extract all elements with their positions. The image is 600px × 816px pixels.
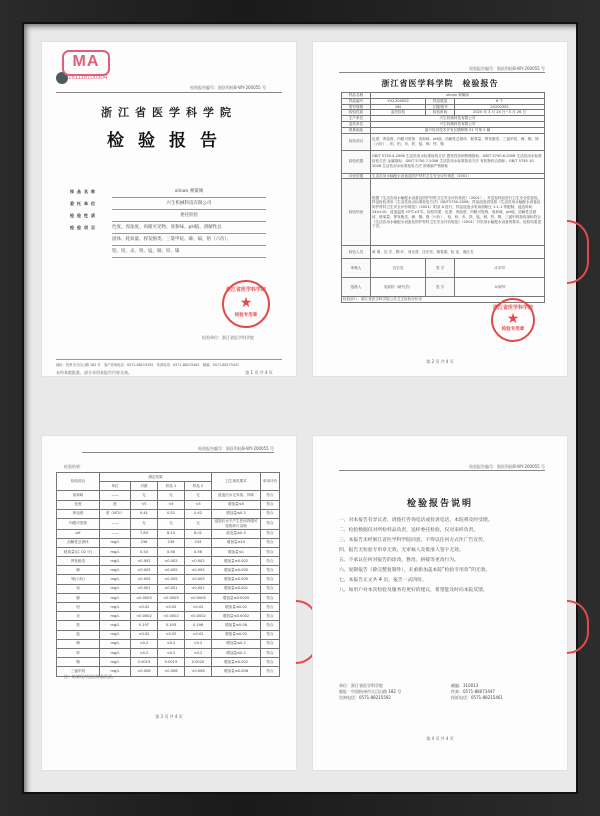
col-header: 检验项目 [57,473,100,491]
table-cell: 铬(六价) [57,575,100,584]
star-icon: ★ [239,295,253,312]
table-cell: pH [57,529,100,538]
results-table [56,472,280,677]
cell-label: 签 字 [426,278,455,297]
table-cell: 0.56 [184,547,211,556]
table-cell: 铜 [57,639,100,648]
table-cell: 增加量≤0.002 [212,557,261,566]
cell-value: 20200302 [455,104,545,110]
table-cell: 铁 [57,621,100,630]
table-cell: 增加量≤1 [212,547,261,556]
table-cell: 增加量≤0.005 [212,575,261,584]
report-number: 检验报告编号：浙医科检B-WY-200055 号 [469,464,545,469]
table-cell: <5 [130,500,157,509]
page-number: 第 1 页 共 4 页 [245,370,273,375]
table-cell: <0.02 [157,630,184,639]
table-cell: 239 [157,538,184,547]
seal-text: 检验专用章 [234,313,258,318]
table-row [57,593,280,602]
info-row [70,186,266,198]
header-divider [339,72,545,73]
table-cell: <0.001 [184,584,211,593]
table-cell: <0.005 [157,566,184,575]
cell-label: 生产单位 [342,116,371,122]
contact-right [451,683,503,701]
table-cell: 增加量≤0.005 [212,566,261,575]
table-cell: 增加量≤0.02 [212,630,261,639]
table-cell: <0.02 [184,630,211,639]
table-cell: <0.2 [157,648,184,657]
table-cell: 增加量≤0.2 [212,509,261,518]
table-cell: 符合 [261,509,280,518]
table-cell: <0.002 [130,557,157,566]
table-row [342,150,545,173]
note-item: 四、报告无检验专用章无效，无审核人及批准人签字无效。 [339,548,464,553]
cell-label: 样品编号 [342,98,371,104]
official-seal [491,298,535,342]
page-number: 第 4 页 共 4 页 [426,736,454,741]
cell-label: 检验结论 [342,179,371,246]
table-cell: 符合 [261,621,280,630]
table-cell: <0.006 [184,667,211,676]
table-cell: 8.14 [157,529,184,538]
table-cell: mg/L [100,547,131,556]
cell-value: 吴丽钧（研究员） [371,278,426,297]
table-cell: 增加量≤0.0005 [212,593,261,602]
cell-value: 委托检验 [371,110,426,116]
table-cell: <0.006 [130,667,157,676]
edge-seal [567,600,589,654]
cell-value: 黄 明、沈 宏、陶 叶、刘光普、沈宏亮、姚春燕、阮 征、唐红芳 [371,246,545,259]
table-cell: 度 [100,500,131,509]
info-value: 兴生机械科技有限公司 [112,198,266,210]
table-cell: 色度 [57,500,100,509]
table-cell: 符合 [261,547,280,556]
footer-note: 未经本院批准，部分采用本报告内容无效。 [56,370,132,375]
note-item: 三、本报告未经浙江省医学科学院同意，不得以任何方式作广告宣传。 [339,538,488,543]
table-cell: 溶解性总固体 [57,538,100,547]
table-cell: 236 [130,538,157,547]
table-cell: 符合 [261,557,280,566]
cell-value: Y-KJ-200002 [371,98,426,104]
col-header: 对照 [130,482,157,491]
table-cell: 增加量≤0.001 [212,584,261,593]
table-cell: <0.0002 [157,612,184,621]
cell-value: 沈宏亮 [371,259,426,278]
note-item: 七、本报告正文共 4 页，报告一式四份。 [339,578,427,583]
table-cell: <0.2 [130,648,157,657]
table-cell: <0.0002 [130,612,157,621]
table-row [57,648,280,657]
table-cell: 度（NTU） [100,509,131,518]
table-cell: mg/L [100,612,131,621]
table-cell: <0.0005 [130,593,157,602]
table-cell: 符合 [261,667,280,676]
table-cell: 0.54 [130,547,157,556]
table-cell: mg/L [100,603,131,612]
table-cell: <0.002 [184,557,211,566]
table-cell: 0.0020 [184,658,211,667]
table-cell: <0.2 [184,648,211,657]
col-header: 样品 2 [184,482,211,491]
notes-list [339,516,539,596]
institute-name: 浙江省医学科学院 [101,106,237,119]
report-page-notes [313,436,567,770]
table-cell: 挥发酚类 [57,557,100,566]
table-cell: 增加量≤0.0002 [212,612,261,621]
table-cell: mg/L [100,575,131,584]
table-cell: 增加量≤0.06 [212,621,261,630]
table-cell: <0.02 [157,603,184,612]
cell-label: 审核人 [342,259,371,278]
table-cell: 0.197 [130,621,157,630]
table-row [342,246,545,259]
table-cell: 增加量≤0.02 [212,603,261,612]
table-cell: 符合 [261,500,280,509]
info-label: 样品名称 [70,189,98,194]
table-cell: 浑浊度 [57,509,100,518]
contact-postcode: 邮编：310013 [451,683,479,688]
official-seal [222,280,270,328]
seal-text: 浙江省医学科学院 [493,305,534,311]
cell-value: xlinan 弹簧阀 [371,93,545,99]
summary-table [341,92,545,303]
col-header: 卫生规范要求 [212,473,261,491]
table-cell: —— [100,491,131,500]
contact-left [339,683,401,701]
table-cell: mg/L [100,538,131,547]
footer-address: 地址：杭州市天目山路 182 号 客户咨询电话：0571-88215592 传真电话：0571-88215461 邮编：0571-88275447 [56,363,240,367]
table-cell: <0.005 [130,566,157,575]
note-item: 八、如用户对本次检验及服务有更好的建议，希望能及时向本院反馈。 [339,588,488,593]
table-cell: <0.002 [157,557,184,566]
sample-info [70,186,266,258]
table-cell: 符合 [261,593,280,602]
info-value: xlinan 弹簧阀 [112,186,266,198]
cell-value: 6 个 [455,98,545,104]
table-cell: <0.2 [157,639,184,648]
contact-fax: 传真：0571-88073447 [451,689,495,694]
table-cell: 符合 [261,538,280,547]
col-header: 测定结果 [100,473,212,482]
table-cell: 符合 [261,491,280,500]
note-item: 二、检验数据仅对所检样品负责，送样委托检验，仅对来样负责。 [339,528,479,533]
star-icon: ★ [506,311,520,328]
cell-label: 日期/批号 [426,104,455,110]
table-cell: <0.005 [130,575,157,584]
table-cell: 符合 [261,584,280,593]
cell-label: 检验依据 [342,150,371,173]
table-cell: <0.001 [157,584,184,593]
table-row [57,658,280,667]
header-divider [82,452,274,453]
cell-label: 检验性质 [342,110,371,116]
table-cell: mg/L [100,584,131,593]
info-label: 委托单位 [70,201,98,206]
table-cell: 锌 [57,648,100,657]
info-value: 固体、耗氧量、挥发酚类、三氯甲烷、砷、镉、铬（六价）、 [112,234,266,246]
table-row [57,612,280,621]
table-cell: 符合 [261,566,280,575]
info-value: 色度、浑浊度、肉眼可见物、臭和味、pH值、溶解性总 [112,222,266,234]
cell-label: 样品数量 [426,98,455,104]
cell-value: 根据《生活饮用水输配水设备及防护材料卫生安全评价规范》（2001），对送检样品进行卫生安全性检验。样品检验采用《生活饮用水标准检验方法》GB/T5750-2006，样品浸泡试验按《生活饮用水输配水设备及防护材料卫生安全评价规范》（2001）附录 A 进行，样品浸泡水采用面积比 1:1.1 等配制，浸泡时间 24h±1h，浸泡温度 25℃±5℃。检验结果：色度、浑浊度、肉眼可见物、臭和味、pH值、溶解性总固体、耗氧量、挥发酚类、砷、镉、铬（六价）、铝、铅、汞、铁、锰、铜、锌、镍、三氯甲烷检验指标符合《生活饮用水输配水设备及防护材料卫生安全评价规范》（2001）对饮用水输配水设备的要求。检验结果见下页。 [371,179,545,246]
page-title: 检验报告说明 [406,499,473,509]
info-label: 检验性质 [70,213,98,218]
table-cell: <0.0002 [184,612,211,621]
table-cell: 符合 [261,630,280,639]
table-cell: 0.0019 [157,658,184,667]
table-row [57,529,280,538]
table-cell: <5 [157,500,184,509]
table-cell: <0.006 [157,667,184,676]
info-value: 委托检验 [112,210,266,222]
table-cell: 浸泡后水不产生任何肉眼可见的碎片杂物 [212,518,261,529]
table-cell: 8.02 [184,529,211,538]
signature: 吴丽钧 [455,278,545,297]
info-row [70,210,266,222]
report-title: 检验报告 [107,131,231,151]
table-row [57,491,280,500]
table-cell: 0.41 [130,509,157,518]
table-row [57,557,280,566]
table-cell: 符合 [261,612,280,621]
table-cell: 符合 [261,603,280,612]
results-body [57,491,280,676]
cell-label: 检验时间 [426,110,455,116]
cell-label: 评价依据 [342,173,371,179]
table-cell: mg/L [100,667,131,676]
info-row [70,234,266,246]
table-row [57,603,280,612]
table-cell: <0.2 [184,639,211,648]
cell-label: 委托单位 [342,121,371,127]
table-row [57,566,280,575]
cell-label: 检验项目 [342,133,371,150]
table-cell: 0.52 [157,509,184,518]
table-row [57,547,280,556]
table-cell: 符合 [261,639,280,648]
table-cell: 符合 [261,575,280,584]
table-cell: <0.02 [130,603,157,612]
contact-complaint: 投诉电话：0571-88215461 [451,695,503,700]
table-cell: <0.02 [184,603,211,612]
table-row [342,179,545,246]
table-cell: 增加量≤0.2 [212,639,261,648]
seal-text: 检验专用章 [501,327,525,332]
table-cell: mg/L [100,621,131,630]
cell-value: 色度、浑浊度、肉眼可见物、臭和味、pH值、溶解性总固体、耗氧量、挥发酚类、三氯甲烷、砷、镉、铬（六价）、铝、铅、汞、铁、锰、铜、锌、镍 [371,133,545,150]
cell-value: GB/T 5750.4-2006 生活饮用水标准检验方法 感官性状和物理指标；GB/T 5750.6-2006 生活饮用水标准检验方法 金属指标；GB/T 5750.7-2006 生活饮用水标准检验方法 有机物综合指标；GB/T 5750.10-2006 生活饮用水标准检验方法 消毒副产物指标 [371,150,545,173]
table-cell: 增加量≤0.002 [212,658,261,667]
table-cell: 无 [184,518,211,529]
cma-logo: MA [62,50,110,76]
contact-unit: 单位：浙江省医学科学院 [339,683,383,688]
table-row [57,639,280,648]
table-cell: mg/L [100,630,131,639]
table-cell: 无 [157,491,184,500]
table-cell: 三氯甲烷 [57,667,100,676]
info-label: 检验项目 [70,225,98,230]
table-cell: mg/L [100,658,131,667]
table-cell: —— [100,518,131,529]
col-header: 单项评价 [261,473,280,491]
footer-divider [56,359,282,360]
report-page-summary [313,42,567,376]
table-cell: 0.42 [184,509,211,518]
table-cell: <0.0005 [184,593,211,602]
cell-label: 样品名称 [342,93,371,99]
cell-value: 兴生机械科技有限公司 [371,121,545,127]
table-row [57,518,280,529]
table-cell: 锰 [57,630,100,639]
info-row [70,246,266,258]
table-cell: 改变量≤0.5 [212,529,261,538]
cell-label: 型号规格 [342,104,371,110]
report-number: 检验报告编号：浙医科检B-WY-200055 号 [190,85,266,90]
col-header: 样品 1 [157,482,184,491]
table-cell: 符合 [261,529,280,538]
cell-label: 检验人员 [342,246,371,259]
cell-label: 批准人 [342,278,371,297]
table-cell: 无 [130,491,157,500]
cell-label: 联系地址 [342,127,371,133]
table-row [57,630,280,639]
table-cell: 增加量≤0.006 [212,667,261,676]
table-row [57,500,280,509]
note-item: 六、复制报告（除完整复制外），未重新加盖本院“检验专用章”的无效。 [339,568,491,573]
report-page-results [42,436,296,770]
cell-value: 2020 年 3 月 24 日~3 月 26 日 [455,110,545,116]
table-cell: 符合 [261,658,280,667]
table-cell: 无 [184,491,211,500]
page-number: 第 2 页 共 4 页 [426,359,454,364]
header-divider [339,470,545,471]
table-cell: 耗氧量(以 O2 计) [57,547,100,556]
info-value: 铝、铅、汞、铁、锰、铜、锌、镍 [112,246,266,258]
table-cell: 铅 [57,603,100,612]
cma-number: 161118100304 [68,75,108,81]
contact-address: 地址：中国杭州市天目山路 182 号 [339,689,402,694]
table-cell: <5 [184,500,211,509]
table-cell: 0.193 [157,621,184,630]
table-row [342,133,545,150]
note-item: 五、不承认任何对报告的涂改、篡改、拼接等更改行为。 [339,558,459,563]
cell-value: 检验部门：浙江省医学科学院公共卫生检验评价室 [342,297,545,303]
table-cell: <0.005 [157,575,184,584]
seal-text: 浙江省医学科学院 [225,287,266,293]
results-note: 注：结果仅对送检样品负责。 [64,674,116,679]
cell-value: 生活饮用水输配水设备及防护材料卫生安全评价规范（2001） [371,173,545,179]
table-cell: <0.2 [130,639,157,648]
table-cell: mg/L [100,593,131,602]
table-cell: 铝 [57,584,100,593]
table-cell: 符合 [261,648,280,657]
table-cell: —— [100,529,131,538]
table-cell: <0.001 [130,584,157,593]
report-number: 检验报告编号：浙医科检B-WY-200055 号 [469,66,545,71]
page-number: 第 3 页 共 4 页 [155,714,183,719]
table-cell: 无 [157,518,184,529]
inspect-unit: 检验单位：浙江省医学科学院 [202,335,254,340]
table-cell: 肉眼可见物 [57,518,100,529]
table-cell: <0.005 [184,575,211,584]
table-cell: <0.0005 [157,593,184,602]
header-divider [56,92,282,93]
table-row [342,278,545,297]
table-cell: 0.0019 [130,658,157,667]
table-cell: 汞 [57,612,100,621]
cell-label: 签 字 [426,259,455,278]
report-page-cover [42,42,296,376]
info-row [70,198,266,210]
table-cell: 234 [184,538,211,547]
table-cell: mg/L [100,557,131,566]
table-cell: <0.005 [184,566,211,575]
info-row [70,222,266,234]
table-cell: 臭和味 [57,491,100,500]
table-cell: 浸泡后水无异臭、异味 [212,491,261,500]
table-cell: 0.198 [184,621,211,630]
contact-phone: 咨询电话：0571-88215592 [339,695,391,700]
cell-value: 兴生机械科技有限公司 [371,116,545,122]
table-row [57,621,280,630]
table-cell: 符合 [261,518,280,529]
table-cell: 镍 [57,658,100,667]
table-cell: 7.83 [130,529,157,538]
table-cell: mg/L [100,566,131,575]
table-cell: 增加量≤10 [212,538,261,547]
cell-value: 嘉兴经济技术开发区塘桥路 51 号第 2 幢 [371,127,545,133]
col-header: 单位 [100,482,131,491]
cell-value: DN [371,104,426,110]
table-cell: 无 [130,518,157,529]
table-cell: mg/L [100,648,131,657]
table-cell: 增加量≤5 [212,500,261,509]
table-cell: 砷 [57,566,100,575]
results-heading: 检验结果： [64,464,84,469]
edge-seal [567,220,589,284]
table-cell: mg/L [100,639,131,648]
report-number: 检验报告编号：浙医科检B-WY-200055 号 [198,446,274,451]
table-cell: 镉 [57,593,100,602]
signature: 沈宏亮 [455,259,545,278]
table-row [342,259,545,278]
table-cell: 0.58 [157,547,184,556]
table-cell: 增加量≤0.2 [212,648,261,657]
table-row [57,575,280,584]
table-row [57,509,280,518]
table-row [57,538,280,547]
page-title: 浙江省医学科学院 检验报告 [381,78,499,88]
table-row [57,584,280,593]
table-header [57,473,280,482]
table-cell: <0.02 [130,630,157,639]
note-item: 一、对本报告有异议者，请拨打咨询电话或投诉电话，本院将及时受理。 [339,518,493,523]
